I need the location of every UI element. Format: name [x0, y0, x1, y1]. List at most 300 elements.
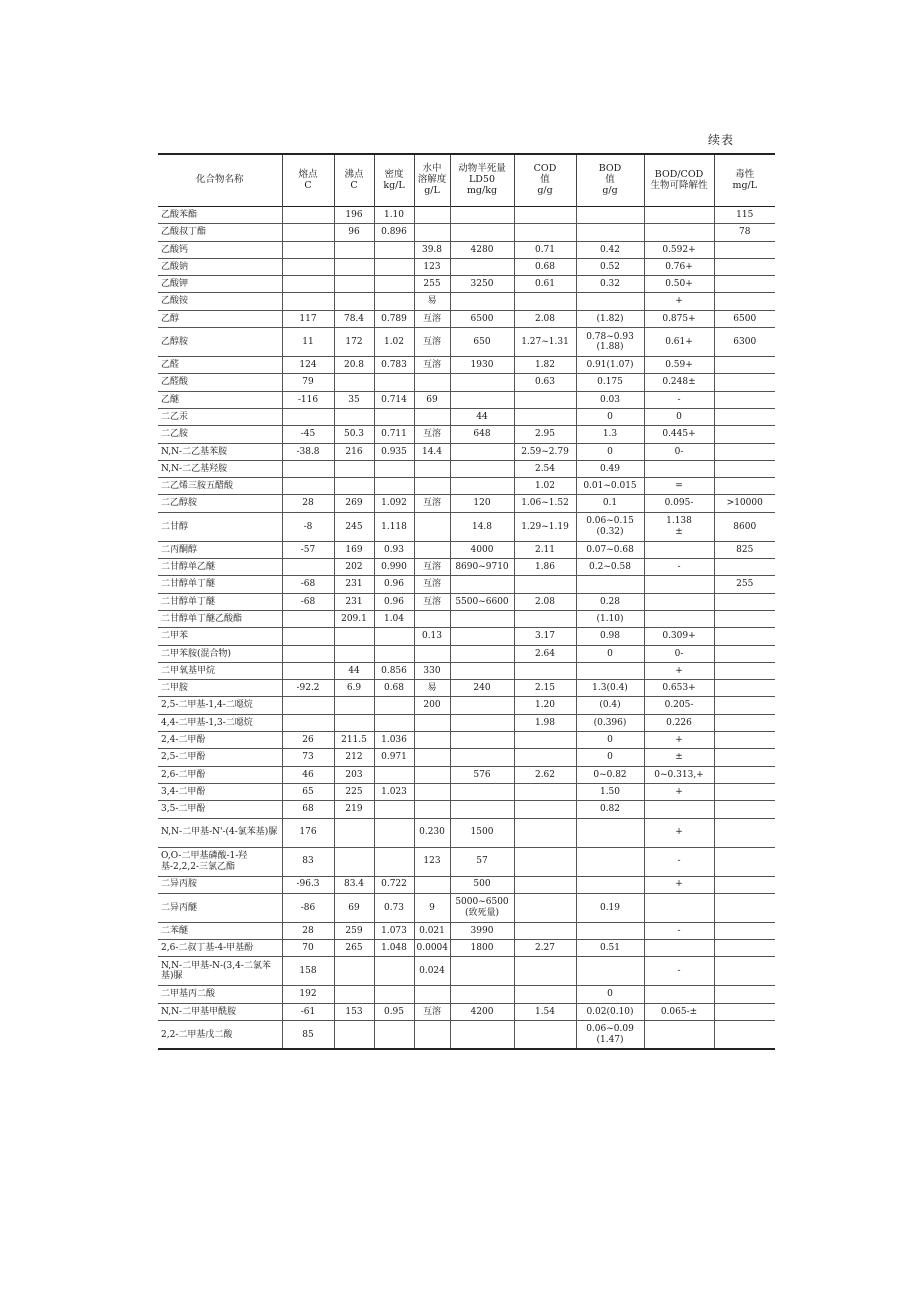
ld50-cell [450, 749, 514, 766]
bod-cell: 1.50 [576, 783, 644, 800]
bod-cell: 0.01~0.015 [576, 478, 644, 495]
density-cell: 0.68 [374, 680, 414, 697]
melting-point-cell: 26 [282, 732, 334, 749]
boiling-point-cell: 96 [334, 224, 374, 241]
bod-cod-cell: + [644, 876, 714, 893]
solubility-cell [414, 645, 450, 662]
table-row [158, 460, 775, 477]
boiling-point-cell [334, 241, 374, 258]
boiling-point-cell: 50.3 [334, 426, 374, 443]
compound-name-cell: 乙酸苯酯 [158, 207, 282, 224]
compound-name-cell: 二甲苯 [158, 628, 282, 645]
table-row [158, 766, 775, 783]
solubility-cell: 互溶 [414, 593, 450, 610]
cod-cell [514, 749, 576, 766]
bod-cod-cell: 0.095- [644, 495, 714, 512]
melting-point-cell: 158 [282, 957, 334, 986]
density-cell [374, 801, 414, 818]
table-row [158, 818, 775, 847]
melting-point-cell [282, 207, 334, 224]
density-cell: 0.93 [374, 541, 414, 558]
toxicity-cell [714, 680, 775, 697]
cod-cell [514, 893, 576, 922]
toxicity-cell [714, 940, 775, 957]
table-row [158, 512, 775, 541]
compound-name-cell: 二丙酮醇 [158, 541, 282, 558]
ld50-cell [450, 1020, 514, 1049]
density-cell: 1.048 [374, 940, 414, 957]
bod-cell: 0.06~0.15 (0.32) [576, 512, 644, 541]
table-row [158, 783, 775, 800]
solubility-cell: 互溶 [414, 357, 450, 374]
solubility-cell: 互溶 [414, 328, 450, 357]
ld50-cell: 576 [450, 766, 514, 783]
table-row [158, 645, 775, 662]
toxicity-cell: 6500 [714, 310, 775, 327]
compound-name-cell: 二甲苯胺(混合物) [158, 645, 282, 662]
toxicity-cell [714, 593, 775, 610]
bod-cell: 0 [576, 749, 644, 766]
table-row [158, 940, 775, 957]
toxicity-cell: 8600 [714, 512, 775, 541]
cod-cell [514, 922, 576, 939]
compound-name-cell: N,N-二乙基羟胺 [158, 460, 282, 477]
bod-cell [576, 662, 644, 679]
compound-name-cell: 二异丙胺 [158, 876, 282, 893]
bod-cell: 0.2~0.58 [576, 559, 644, 576]
table-row [158, 328, 775, 357]
cod-cell: 3.17 [514, 628, 576, 645]
cod-cell: 1.82 [514, 357, 576, 374]
table-row [158, 986, 775, 1003]
melting-point-cell: -116 [282, 391, 334, 408]
table-row [158, 749, 775, 766]
toxicity-cell [714, 460, 775, 477]
bod-cell [576, 224, 644, 241]
boiling-point-cell [334, 986, 374, 1003]
compound-name-cell: N,N-二乙基苯胺 [158, 443, 282, 460]
table-row [158, 957, 775, 986]
bod-cell: 0.49 [576, 460, 644, 477]
solubility-cell [414, 732, 450, 749]
ld50-cell [450, 662, 514, 679]
ld50-cell [450, 801, 514, 818]
bod-cell: 0 [576, 986, 644, 1003]
bod-cell: 0 [576, 443, 644, 460]
boiling-point-cell [334, 1020, 374, 1049]
toxicity-cell [714, 783, 775, 800]
melting-point-cell: 117 [282, 310, 334, 327]
melting-point-cell: 176 [282, 818, 334, 847]
bod-cod-cell: 0.205- [644, 697, 714, 714]
header-water-solubility: 水中 溶解度 g/L [414, 154, 450, 207]
solubility-cell: 200 [414, 697, 450, 714]
toxicity-cell [714, 893, 775, 922]
melting-point-cell: 192 [282, 986, 334, 1003]
toxicity-cell [714, 749, 775, 766]
melting-point-cell: 79 [282, 374, 334, 391]
melting-point-cell: 28 [282, 922, 334, 939]
ld50-cell [450, 207, 514, 224]
boiling-point-cell: 202 [334, 559, 374, 576]
bod-cod-cell: - [644, 391, 714, 408]
table-row [158, 357, 775, 374]
solubility-cell [414, 766, 450, 783]
ld50-cell: 3250 [450, 276, 514, 293]
boiling-point-cell: 209.1 [334, 610, 374, 627]
ld50-cell [450, 224, 514, 241]
boiling-point-cell: 216 [334, 443, 374, 460]
cod-cell [514, 207, 576, 224]
solubility-cell [414, 714, 450, 731]
solubility-cell: 14.4 [414, 443, 450, 460]
melting-point-cell [282, 258, 334, 275]
melting-point-cell: 46 [282, 766, 334, 783]
bod-cell: 0.51 [576, 940, 644, 957]
bod-cell [576, 576, 644, 593]
compound-name-cell: 乙醚 [158, 391, 282, 408]
table-row [158, 714, 775, 731]
bod-cod-cell [644, 610, 714, 627]
melting-point-cell [282, 224, 334, 241]
toxicity-cell [714, 408, 775, 425]
table-row [158, 478, 775, 495]
boiling-point-cell [334, 478, 374, 495]
toxicity-cell [714, 818, 775, 847]
table-row [158, 559, 775, 576]
boiling-point-cell: 172 [334, 328, 374, 357]
bod-cod-cell: 0.653+ [644, 680, 714, 697]
compound-name-cell: 乙酸钾 [158, 276, 282, 293]
boiling-point-cell [334, 818, 374, 847]
bod-cod-cell: 0- [644, 645, 714, 662]
bod-cell: 0.175 [576, 374, 644, 391]
table-body [158, 207, 775, 1050]
toxicity-cell [714, 391, 775, 408]
ld50-cell: 1800 [450, 940, 514, 957]
cod-cell: 1.20 [514, 697, 576, 714]
header-bod: BOD 值 g/g [576, 154, 644, 207]
boiling-point-cell: 211.5 [334, 732, 374, 749]
table-row [158, 922, 775, 939]
bod-cell: (0.4) [576, 697, 644, 714]
cod-cell [514, 732, 576, 749]
density-cell: 0.95 [374, 1003, 414, 1020]
density-cell [374, 241, 414, 258]
bod-cell: 0.32 [576, 276, 644, 293]
bod-cell: 0 [576, 408, 644, 425]
ld50-cell: 5000~6500 (致死量) [450, 893, 514, 922]
boiling-point-cell [334, 697, 374, 714]
melting-point-cell: -68 [282, 576, 334, 593]
header-ld50: 动物半死量 LD50 mg/kg [450, 154, 514, 207]
density-cell: 0.722 [374, 876, 414, 893]
ld50-cell: 648 [450, 426, 514, 443]
cod-cell: 2.27 [514, 940, 576, 957]
header-density: 密度 kg/L [374, 154, 414, 207]
bod-cell: 0.91(1.07) [576, 357, 644, 374]
cod-cell: 2.11 [514, 541, 576, 558]
compound-name-cell: 二乙胺 [158, 426, 282, 443]
bod-cell: 0.82 [576, 801, 644, 818]
compound-name-cell: 二异丙醚 [158, 893, 282, 922]
melting-point-cell [282, 559, 334, 576]
solubility-cell: 互溶 [414, 310, 450, 327]
solubility-cell: 互溶 [414, 426, 450, 443]
compound-name-cell: 乙酸叔丁酯 [158, 224, 282, 241]
bod-cod-cell: 1.138 ± [644, 512, 714, 541]
boiling-point-cell [334, 293, 374, 310]
boiling-point-cell: 78.4 [334, 310, 374, 327]
toxicity-cell [714, 986, 775, 1003]
ld50-cell [450, 783, 514, 800]
bod-cell [576, 922, 644, 939]
cod-cell: 0.61 [514, 276, 576, 293]
table-row [158, 628, 775, 645]
density-cell: 0.896 [374, 224, 414, 241]
table-row [158, 1003, 775, 1020]
toxicity-cell [714, 443, 775, 460]
cod-cell: 2.08 [514, 593, 576, 610]
density-cell: 1.036 [374, 732, 414, 749]
boiling-point-cell [334, 847, 374, 876]
bod-cod-cell: - [644, 922, 714, 939]
density-cell: 1.118 [374, 512, 414, 541]
bod-cell [576, 818, 644, 847]
ld50-cell: 1500 [450, 818, 514, 847]
toxicity-cell [714, 662, 775, 679]
compound-properties-table [158, 153, 775, 1050]
toxicity-cell [714, 559, 775, 576]
bod-cell: 1.3 [576, 426, 644, 443]
compound-name-cell: N,N-二甲基-N'-(4-氯苯基)脲 [158, 818, 282, 847]
solubility-cell: 123 [414, 847, 450, 876]
toxicity-cell [714, 801, 775, 818]
table-row [158, 847, 775, 876]
density-cell: 0.711 [374, 426, 414, 443]
melting-point-cell [282, 714, 334, 731]
melting-point-cell: -38.8 [282, 443, 334, 460]
boiling-point-cell: 6.9 [334, 680, 374, 697]
bod-cell: 0.03 [576, 391, 644, 408]
melting-point-cell [282, 645, 334, 662]
compound-name-cell: 乙醛酸 [158, 374, 282, 391]
table-row [158, 680, 775, 697]
ld50-cell [450, 374, 514, 391]
melting-point-cell: -57 [282, 541, 334, 558]
toxicity-cell [714, 293, 775, 310]
bod-cod-cell: 0.875+ [644, 310, 714, 327]
toxicity-cell: 115 [714, 207, 775, 224]
bod-cod-cell: 0.226 [644, 714, 714, 731]
density-cell [374, 293, 414, 310]
density-cell: 0.935 [374, 443, 414, 460]
bod-cell: (1.82) [576, 310, 644, 327]
melting-point-cell: -45 [282, 426, 334, 443]
toxicity-cell [714, 1003, 775, 1020]
header-toxicity: 毒性 mg/L [714, 154, 775, 207]
solubility-cell: 0.13 [414, 628, 450, 645]
cod-cell: 0.71 [514, 241, 576, 258]
table-row [158, 207, 775, 224]
solubility-cell [414, 460, 450, 477]
cod-cell [514, 801, 576, 818]
melting-point-cell: 70 [282, 940, 334, 957]
toxicity-cell [714, 241, 775, 258]
bod-cod-cell: 0.065-± [644, 1003, 714, 1020]
boiling-point-cell: 69 [334, 893, 374, 922]
toxicity-cell [714, 276, 775, 293]
table-row [158, 293, 775, 310]
ld50-cell: 44 [450, 408, 514, 425]
compound-name-cell: 二乙醇胺 [158, 495, 282, 512]
solubility-cell: 255 [414, 276, 450, 293]
cod-cell [514, 293, 576, 310]
boiling-point-cell [334, 645, 374, 662]
toxicity-cell [714, 357, 775, 374]
cod-cell: 1.98 [514, 714, 576, 731]
solubility-cell [414, 374, 450, 391]
table-row [158, 374, 775, 391]
compound-name-cell: 二甘醇 [158, 512, 282, 541]
density-cell: 1.023 [374, 783, 414, 800]
cod-cell [514, 610, 576, 627]
melting-point-cell: -8 [282, 512, 334, 541]
boiling-point-cell: 35 [334, 391, 374, 408]
bod-cod-cell [644, 593, 714, 610]
solubility-cell [414, 478, 450, 495]
boiling-point-cell: 231 [334, 593, 374, 610]
table-row [158, 241, 775, 258]
bod-cod-cell [644, 940, 714, 957]
solubility-cell: 互溶 [414, 559, 450, 576]
bod-cod-cell: - [644, 957, 714, 986]
ld50-cell [450, 610, 514, 627]
density-cell [374, 478, 414, 495]
table-row [158, 426, 775, 443]
bod-cod-cell: 0.61+ [644, 328, 714, 357]
bod-cod-cell [644, 801, 714, 818]
compound-name-cell: 二甘醇单丁醚乙酸酯 [158, 610, 282, 627]
density-cell [374, 697, 414, 714]
cod-cell [514, 408, 576, 425]
melting-point-cell [282, 478, 334, 495]
compound-name-cell: N,N-二甲基甲酰胺 [158, 1003, 282, 1020]
continued-label: 续表 [708, 133, 735, 147]
compound-name-cell: 2,4-二甲酚 [158, 732, 282, 749]
density-cell: 0.96 [374, 576, 414, 593]
solubility-cell: 0.230 [414, 818, 450, 847]
bod-cod-cell [644, 1020, 714, 1049]
boiling-point-cell [334, 258, 374, 275]
ld50-cell: 4000 [450, 541, 514, 558]
solubility-cell: 0.024 [414, 957, 450, 986]
toxicity-cell [714, 610, 775, 627]
table-row [158, 443, 775, 460]
boiling-point-cell [334, 957, 374, 986]
toxicity-cell: 78 [714, 224, 775, 241]
melting-point-cell: -92.2 [282, 680, 334, 697]
melting-point-cell [282, 628, 334, 645]
boiling-point-cell [334, 408, 374, 425]
solubility-cell [414, 876, 450, 893]
bod-cod-cell: 0- [644, 443, 714, 460]
ld50-cell: 57 [450, 847, 514, 876]
bod-cod-cell [644, 460, 714, 477]
melting-point-cell [282, 241, 334, 258]
density-cell: 0.990 [374, 559, 414, 576]
density-cell [374, 1020, 414, 1049]
solubility-cell [414, 207, 450, 224]
boiling-point-cell: 219 [334, 801, 374, 818]
compound-name-cell: 二乙烯三胺五醋酸 [158, 478, 282, 495]
solubility-cell: 互溶 [414, 495, 450, 512]
table-row [158, 391, 775, 408]
density-cell [374, 408, 414, 425]
table-row [158, 697, 775, 714]
melting-point-cell: 124 [282, 357, 334, 374]
density-cell [374, 276, 414, 293]
density-cell [374, 645, 414, 662]
ld50-cell [450, 576, 514, 593]
toxicity-cell [714, 1020, 775, 1049]
compound-name-cell: 2,6-二甲酚 [158, 766, 282, 783]
density-cell: 1.10 [374, 207, 414, 224]
header-cod: COD 值 g/g [514, 154, 576, 207]
bod-cell: 0.1 [576, 495, 644, 512]
density-cell [374, 374, 414, 391]
toxicity-cell [714, 426, 775, 443]
ld50-cell: 6500 [450, 310, 514, 327]
toxicity-cell [714, 374, 775, 391]
bod-cell: 0 [576, 732, 644, 749]
bod-cod-cell: + [644, 783, 714, 800]
bod-cod-cell: - [644, 559, 714, 576]
density-cell [374, 986, 414, 1003]
toxicity-cell [714, 645, 775, 662]
cod-cell [514, 576, 576, 593]
ld50-cell: 8690~9710 [450, 559, 514, 576]
cod-cell: 2.95 [514, 426, 576, 443]
density-cell: 0.971 [374, 749, 414, 766]
melting-point-cell [282, 293, 334, 310]
cod-cell [514, 876, 576, 893]
table-row [158, 1020, 775, 1049]
ld50-cell [450, 732, 514, 749]
compound-name-cell: 乙醛 [158, 357, 282, 374]
boiling-point-cell: 231 [334, 576, 374, 593]
solubility-cell [414, 986, 450, 1003]
density-cell [374, 628, 414, 645]
density-cell: 1.092 [374, 495, 414, 512]
compound-name-cell: 乙醇胺 [158, 328, 282, 357]
solubility-cell [414, 224, 450, 241]
bod-cell: (0.396) [576, 714, 644, 731]
ld50-cell: 650 [450, 328, 514, 357]
compound-name-cell: 二甲胺 [158, 680, 282, 697]
table-row [158, 258, 775, 275]
ld50-cell [450, 986, 514, 1003]
density-cell [374, 460, 414, 477]
toxicity-cell: 825 [714, 541, 775, 558]
compound-name-cell: 二乙汞 [158, 408, 282, 425]
ld50-cell [450, 460, 514, 477]
solubility-cell: 330 [414, 662, 450, 679]
compound-name-cell: 2,6-二叔丁基-4-甲基酚 [158, 940, 282, 957]
bod-cod-cell: + [644, 818, 714, 847]
cod-cell: 2.54 [514, 460, 576, 477]
compound-name-cell: 3,4-二甲酚 [158, 783, 282, 800]
